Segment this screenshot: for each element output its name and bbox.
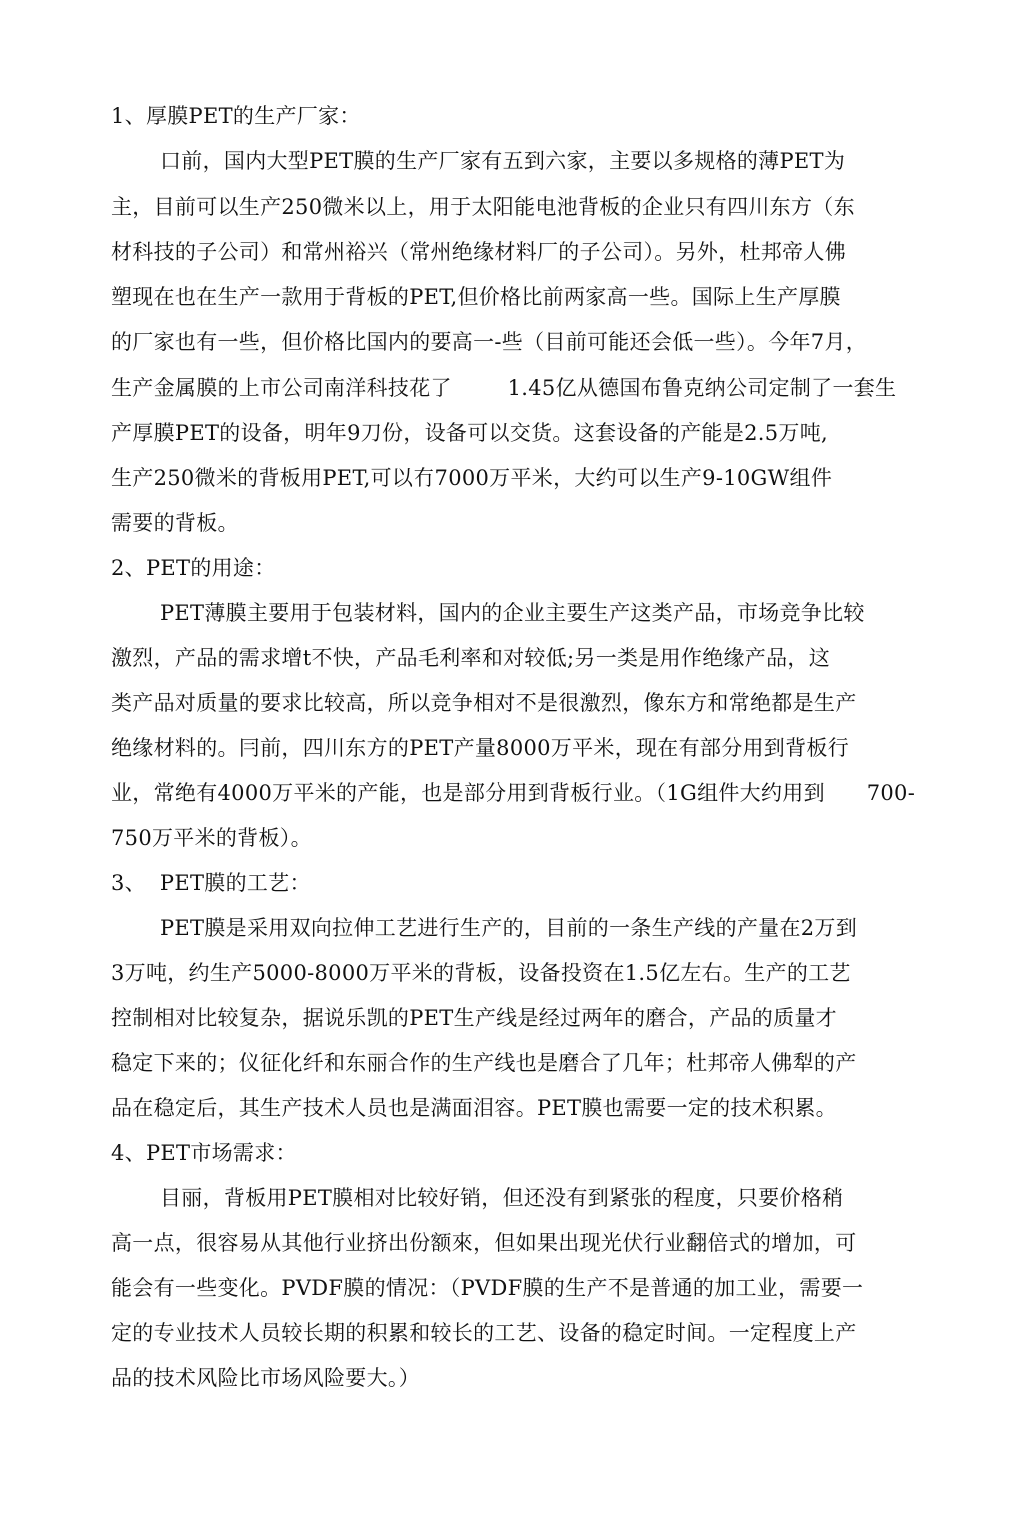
paragraph-line: 激烈，产品的需求增t不快，产品毛利率和对较低;另一类是用作绝缘产品，这: [111, 646, 831, 670]
paragraph-line: 750万平米的背板）。: [111, 826, 312, 850]
paragraph-line: 材科技的子公司）和常州裕兴（常州绝缘材料厂的子公司）。另外，杜邦帝人佛: [111, 240, 846, 264]
paragraph-line: 需要的背板。: [111, 511, 239, 535]
paragraph-line: 口前，国内大型PET膜的生产厂家有五到六家，主要以多规格的薄PET为: [160, 149, 846, 173]
section-4-heading: 4、PET市场需求：: [111, 1141, 297, 1165]
paragraph-line: 高一点，很容易从其他行业挤出份额來，但如果出现光伏行业翻倍式的增加，可: [111, 1231, 857, 1255]
paragraph-line: 绝缘材料的。冃前，四川东方的PET产量8000万平米，现在有部分用到背板行: [111, 736, 850, 760]
paragraph-line: 的厂家也有一些，但价格比国内的要高一-些（目前可能还会低一些）。今年7月，: [111, 330, 868, 354]
paragraph-line: 主，目前可以生产250微米以上，用于太阳能电池背板的企业只有四川东方（东: [111, 195, 855, 219]
paragraph-line: 产厚膜PET的设备，明年9刀份，设备可以交货。这套设备的产能是2.5万吨,: [111, 421, 828, 445]
section-2-heading: 2、PET的用途：: [111, 556, 276, 580]
paragraph-line: PET薄膜主要用于包装材料，国内的企业主要生产这类产品，市场竞争比较: [160, 601, 865, 625]
paragraph-line: 能会有一些变化。PVDF膜的情况：（PVDF膜的生产不是普通的加工业，需要一: [111, 1276, 864, 1300]
section-3-heading: 3、 PET膜的工艺：: [111, 871, 311, 895]
paragraph-line: 业，常绝有4000万平米的产能，也是部分用到背板行业。（1G组件大约用到 700-: [111, 781, 916, 805]
paragraph-line: 控制相对比较复杂，据说乐凯的PET生产线是经过两年的磨合，产品的质量才: [111, 1006, 837, 1030]
paragraph-line: PET膜是采用双向拉伸工艺进行生产的，目前的一条生产线的产量在2万到: [160, 916, 858, 940]
paragraph-line: 类产品对质量的要求比较高，所以竞争相对不是很激烈，像东方和常绝都是生产: [111, 691, 857, 715]
paragraph-line: 目丽，背板用PET膜相对比较好销，但还没有到紧张的程度，只要价格稍: [160, 1186, 844, 1210]
paragraph-line: 生产金属膜的上市公司南洋科技花了 1.45亿从德国布鲁克纳公司定制了一套生: [111, 376, 897, 400]
paragraph-line: 品的技术风险比市场风险要大。）: [111, 1366, 420, 1390]
paragraph-line: 定的专业技术人员较长期的积累和较长的工艺、设备的稳定时间。一定程度上产: [111, 1321, 857, 1345]
paragraph-line: 品在稳定后，其生产技术人员也是满面泪容。PET膜也需要一定的技术积累。: [111, 1096, 837, 1120]
paragraph-line: 塑现在也在生产一款用于背板的PET,但价格比前两家高一些。国际上生产厚膜: [111, 285, 841, 309]
paragraph-line: 稳定下来的；仪征化纤和东丽合作的生产线也是磨合了几年；杜邦帝人佛犁的产: [111, 1051, 857, 1075]
paragraph-line: 生产250微米的背板用PET,可以冇7000万平米，大约可以生产9-10GW组件: [111, 466, 833, 490]
section-1-heading: 1、厚膜PET的生产厂家：: [111, 104, 361, 128]
paragraph-line: 3万吨，约生产5000-8000万平米的背板，设备投资在1.5亿左右。生产的工艺: [111, 961, 851, 985]
